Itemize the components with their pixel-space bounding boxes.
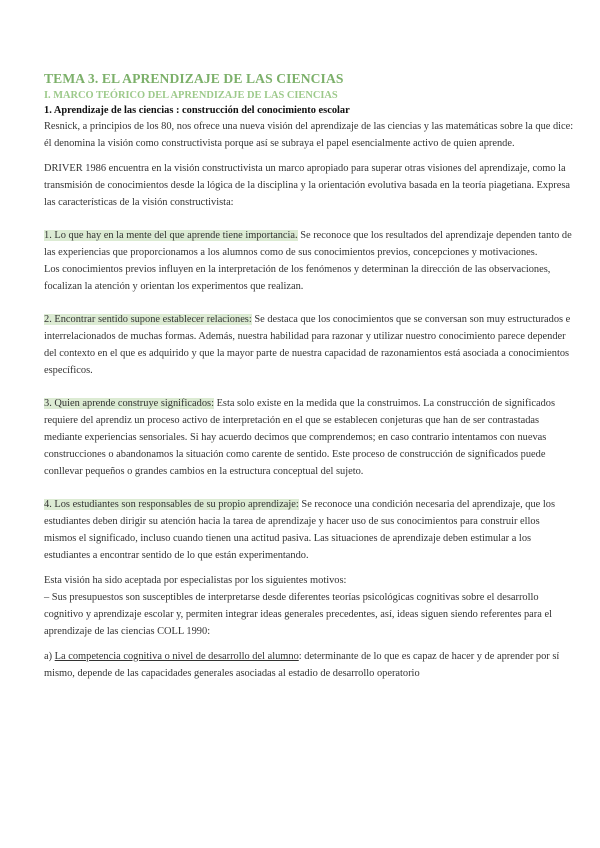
- item-2-label: 2. Encontrar sentido supone establecer relaciones:: [44, 314, 252, 325]
- page-title: TEMA 3. EL APRENDIZAJE DE LAS CIENCIAS: [44, 71, 344, 86]
- competencia-text: : determinante de lo que es capaz de hacer y de aprender por sí mismo, depende de las capacidades generales asociadas al estadio de desarrollo operatorio: [44, 651, 560, 679]
- competencia-prefix: a): [44, 651, 55, 662]
- item-1-label: 1. Lo que hay en la mente del que aprende tiene importancia.: [44, 230, 298, 241]
- paragraph-resnick: Resnick, a principios de los 80, nos ofrece una nueva visión del aprendizaje de las ciencias y las matemáticas sobre la que dice: él denomina la visión como constructivista porque así se subraya el papel esencialmente activo de quien aprende.: [44, 121, 574, 149]
- item-3-label: 3. Quien aprende construye significados:: [44, 398, 214, 409]
- paragraph-driver: DRIVER 1986 encuentra en la visión constructivista un marco apropiado para superar otras visiones del aprendizaje, como la transmisión de conocimientos desde la lógica de la disciplina y la orientación evolutiva basada en la teoría piagetiana. Expresa las características de la visión constructivista:: [44, 163, 570, 208]
- item-1-text: Se reconoce que los resultados del aprendizaje dependen tanto de las experiencias que proporcionamos a los alumnos como de sus conocimientos previos, concepciones y motivaciones.: [44, 230, 572, 258]
- paragraph-presupuestos: – Sus presupuestos son susceptibles de interpretarse desde diferentes teorías psicológicas cognitivas sobre el desarrollo cognitivo y aprendizaje escolar y, permiten integrar ideas generales precedentes, así, ideas siguen siendo referentes para el aprendizaje de las ciencias COLL 1990:: [44, 592, 552, 637]
- item-1: [44, 227, 574, 261]
- paragraph-competencia: [44, 648, 574, 682]
- item-3: [44, 395, 574, 480]
- item-4-text: Se reconoce una condición necesaria del aprendizaje, que los estudiantes deben dirigir su atención hacia la tarea de aprendizaje y hacer uso de sus conocimientos para construir ellos mismos el significado, incluso cuando tienen una actitud pasiva. Las situaciones de aprendizaje deben estimular a los estudiantes a encontrar sentido de lo que están experimentando.: [44, 499, 555, 561]
- section-subtitle: I. MARCO TEÓRICO DEL APRENDIZAJE DE LAS CIENCIAS: [44, 90, 338, 101]
- paragraph-motives: Esta visión ha sido aceptada por especialistas por los siguientes motivos:: [44, 575, 347, 586]
- item-2: [44, 311, 574, 379]
- document-page: [44, 70, 574, 682]
- item-4: [44, 496, 574, 564]
- competencia-label: La competencia cognitiva o nivel de desarrollo del alumno: [54, 651, 299, 662]
- item-1-text-2: Los conocimientos previos influyen en la interpretación de los fenómenos y determinan la dirección de las observaciones, focalizan la atención y orientan los experimentos que realizan.: [44, 264, 551, 292]
- item-3-text: Esta solo existe en la medida que la construimos. La construcción de significados requiere del aprendiz un proceso activo de interpretación en el que se establecen conjeturas que han de ser contrastadas mediante experiencias sensoriales. Si hay acuerdo decimos que comprendemos; en caso contrario intentamos con nuevas construcciones o abandonamos la situación como carente de sentido. Este proceso de construcción de significados puede conllevar pequeños o grandes cambios en la estructura conceptual del sujeto.: [44, 398, 556, 477]
- item-4-label: 4. Los estudiantes son responsables de su propio aprendizaje:: [44, 499, 299, 510]
- item-2-text: Se destaca que los conocimientos que se conversan son muy estructurados e interrelacionados de muchas formas. Además, nuestra habilidad para razonar y utilizar nuestro conocimiento parece depender del contexto en el que es adquirido y que la mayor parte de nuestra capacidad de razonamientos está asociada a conocimientos específicos.: [44, 314, 571, 376]
- section-heading: 1. Aprendizaje de las ciencias : construcción del conocimiento escolar: [44, 105, 350, 116]
